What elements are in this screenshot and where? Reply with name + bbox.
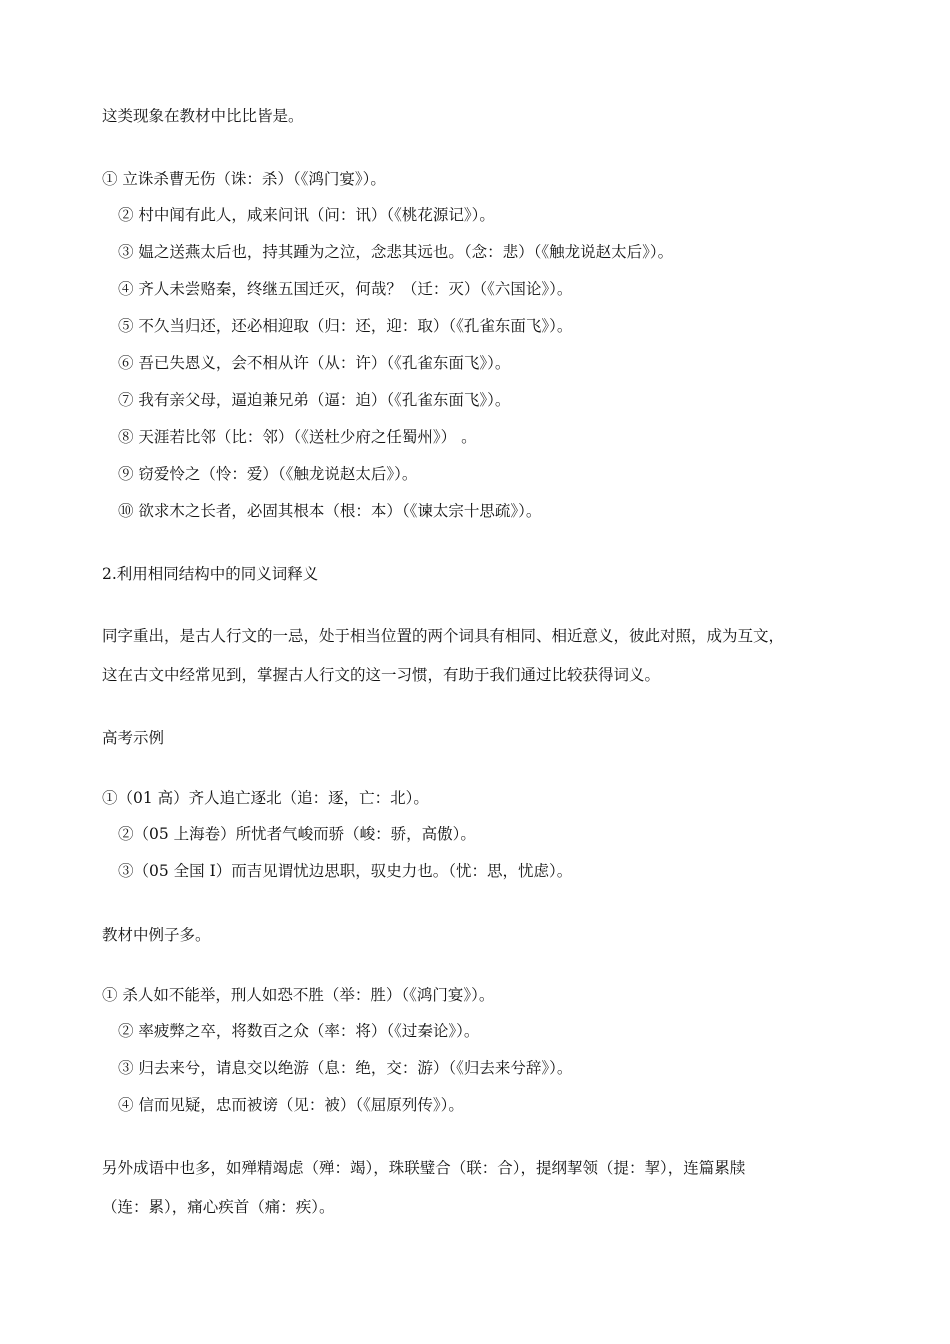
paragraph-line: （连：累），痛心疾首（痛：疾）。: [102, 1198, 335, 1216]
gaokao-example: ③（05 全国 I）而吉见谓忧边思职，驭史力也。（忧：思，忧虑）。: [118, 862, 573, 880]
example-item: ① 立诛杀曹无伤（诛：杀）（《鸿门宴》）。: [102, 170, 386, 188]
example-item: ⑨ 窃爱怜之（怜：爱）（《触龙说赵太后》）。: [118, 465, 418, 483]
subsection-title: 教材中例子多。: [102, 926, 211, 944]
example-item: ④ 信而见疑，忠而被谤（见：被）（《屈原列传》）。: [118, 1096, 464, 1114]
example-item: ② 率疲弊之卒，将数百之众（率：将）（《过秦论》）。: [118, 1022, 480, 1040]
paragraph-line: 同字重出，是古人行文的一忌，处于相当位置的两个词具有相同、相近意义，彼此对照，成为互文，: [102, 627, 785, 645]
section-heading: 2.利用相同结构中的同义词释义: [102, 565, 319, 583]
example-item: ⑤ 不久当归还，还必相迎取（归：还，迎：取）（《孔雀东面飞》）。: [118, 317, 573, 335]
example-item: ① 杀人如不能举，刑人如恐不胜（举：胜）（《鸿门宴》）。: [102, 986, 495, 1004]
gaokao-example: ①（01 高）齐人追亡逐北（追：逐，亡：北）。: [102, 789, 429, 807]
paragraph-line: 另外成语中也多，如殚精竭虑（殚：竭），珠联璧合（联：合），提纲挈领（提：挈），连篇累牍: [102, 1159, 746, 1177]
example-item: ⑧ 天涯若比邻（比：邻）（《送杜少府之任蜀州》） 。: [118, 428, 477, 446]
paragraph-line: 这在古文中经常见到，掌握古人行文的这一习惯，有助于我们通过比较获得词义。: [102, 666, 661, 684]
subsection-title: 高考示例: [102, 729, 165, 747]
gaokao-example: ②（05 上海卷）所忧者气峻而骄（峻：骄，高傲）。: [118, 825, 476, 843]
example-item: ⑦ 我有亲父母，逼迫兼兄弟（逼：迫）（《孔雀东面飞》）。: [118, 391, 511, 409]
example-item: ⑥ 吾已失恩义，会不相从许（从：许）（《孔雀东面飞》）。: [118, 354, 511, 372]
example-item: ④ 齐人未尝赂秦，终继五国迁灭，何哉？（迁：灭）（《六国论》）。: [118, 280, 573, 298]
intro-text: 这类现象在教材中比比皆是。: [102, 107, 304, 125]
example-item: ③ 媪之送燕太后也，持其踵为之泣，念悲其远也。（念：悲）（《触龙说赵太后》）。: [118, 243, 674, 261]
example-item: ③ 归去来兮，请息交以绝游（息：绝，交：游）（《归去来兮辞》）。: [118, 1059, 573, 1077]
example-item: ⑩ 欲求木之长者，必固其根本（根：本）（《谏太宗十思疏》）。: [118, 502, 542, 520]
example-item: ② 村中闻有此人，咸来问讯（问：讯）（《桃花源记》）。: [118, 206, 495, 224]
